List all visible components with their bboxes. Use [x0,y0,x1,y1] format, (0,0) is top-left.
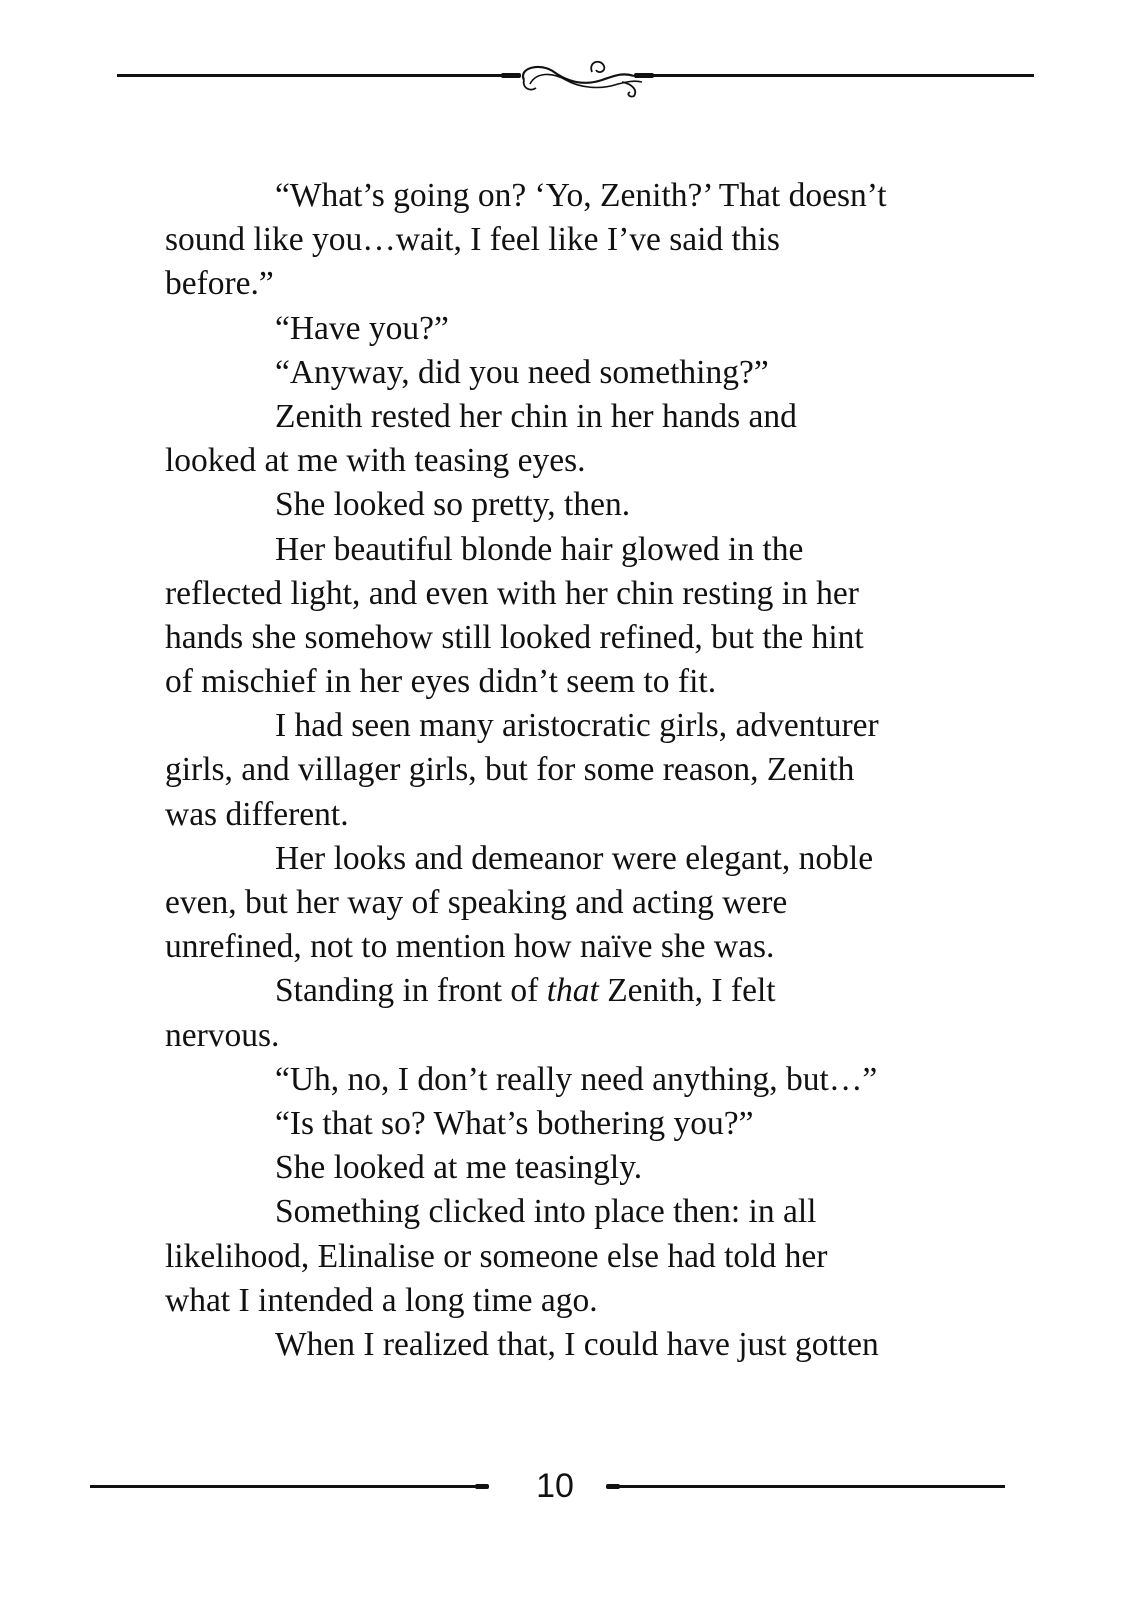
text-line: was different. [165,795,349,833]
header-ornament [0,58,1122,98]
text-line: Zenith rested her chin in her hands and [275,397,797,435]
body-text [165,174,955,1367]
page-footer [0,1464,1122,1508]
text-line: Something clicked into place then: in all [275,1193,817,1231]
text-line: nervous. [165,1016,280,1054]
text-line: I had seen many aristocratic girls, adventurer [275,707,879,745]
text-line: She looked at me teasingly. [275,1149,643,1187]
text-line: looked at me with teasing eyes. [165,442,586,480]
text-line: She looked so pretty, then. [275,486,631,524]
page-number: 10 [536,1467,574,1505]
text-line: Her looks and demeanor were elegant, noble [275,839,874,877]
footer-rule-right [610,1485,1005,1488]
text-line: “Have you?” [275,309,449,347]
text-line: When I realized that, I could have just gotten [275,1325,879,1363]
text-line: hands she somehow still looked refined, but the hint [165,618,864,656]
text-line: “Is that so? What’s bothering you?” [275,1104,754,1142]
text-line: reflected light, and even with her chin resting in her [165,574,859,612]
text-line: unrefined, not to mention how naïve she was. [165,928,775,966]
text-line: “What’s going on? ‘Yo, Zenith?’ That doesn’t [275,177,887,214]
text-line: even, but her way of speaking and acting were [165,884,788,921]
text-line: of mischief in her eyes didn’t seem to fit. [165,663,717,701]
text-line: Her beautiful blonde hair glowed in the [275,530,804,568]
footer-rule-left [90,1485,485,1488]
header-rule-left [117,74,515,77]
text-line: likelihood, Elinalise or someone else had told her [165,1237,828,1275]
text-line: what I intended a long time ago. [165,1281,598,1319]
text-line: “Anyway, did you need something?” [275,353,769,391]
text-line: Standing in front of that Zenith, I felt [275,972,776,1010]
header-rule-right [640,74,1034,77]
text-line: sound like you…wait, I feel like I’ve said this [165,221,780,259]
text-line: “Uh, no, I don’t really need anything, but…” [275,1060,878,1098]
flourish-icon [510,58,650,98]
text-line: girls, and villager girls, but for some reason, Zenith [165,751,855,789]
text-line: before.” [165,265,274,303]
